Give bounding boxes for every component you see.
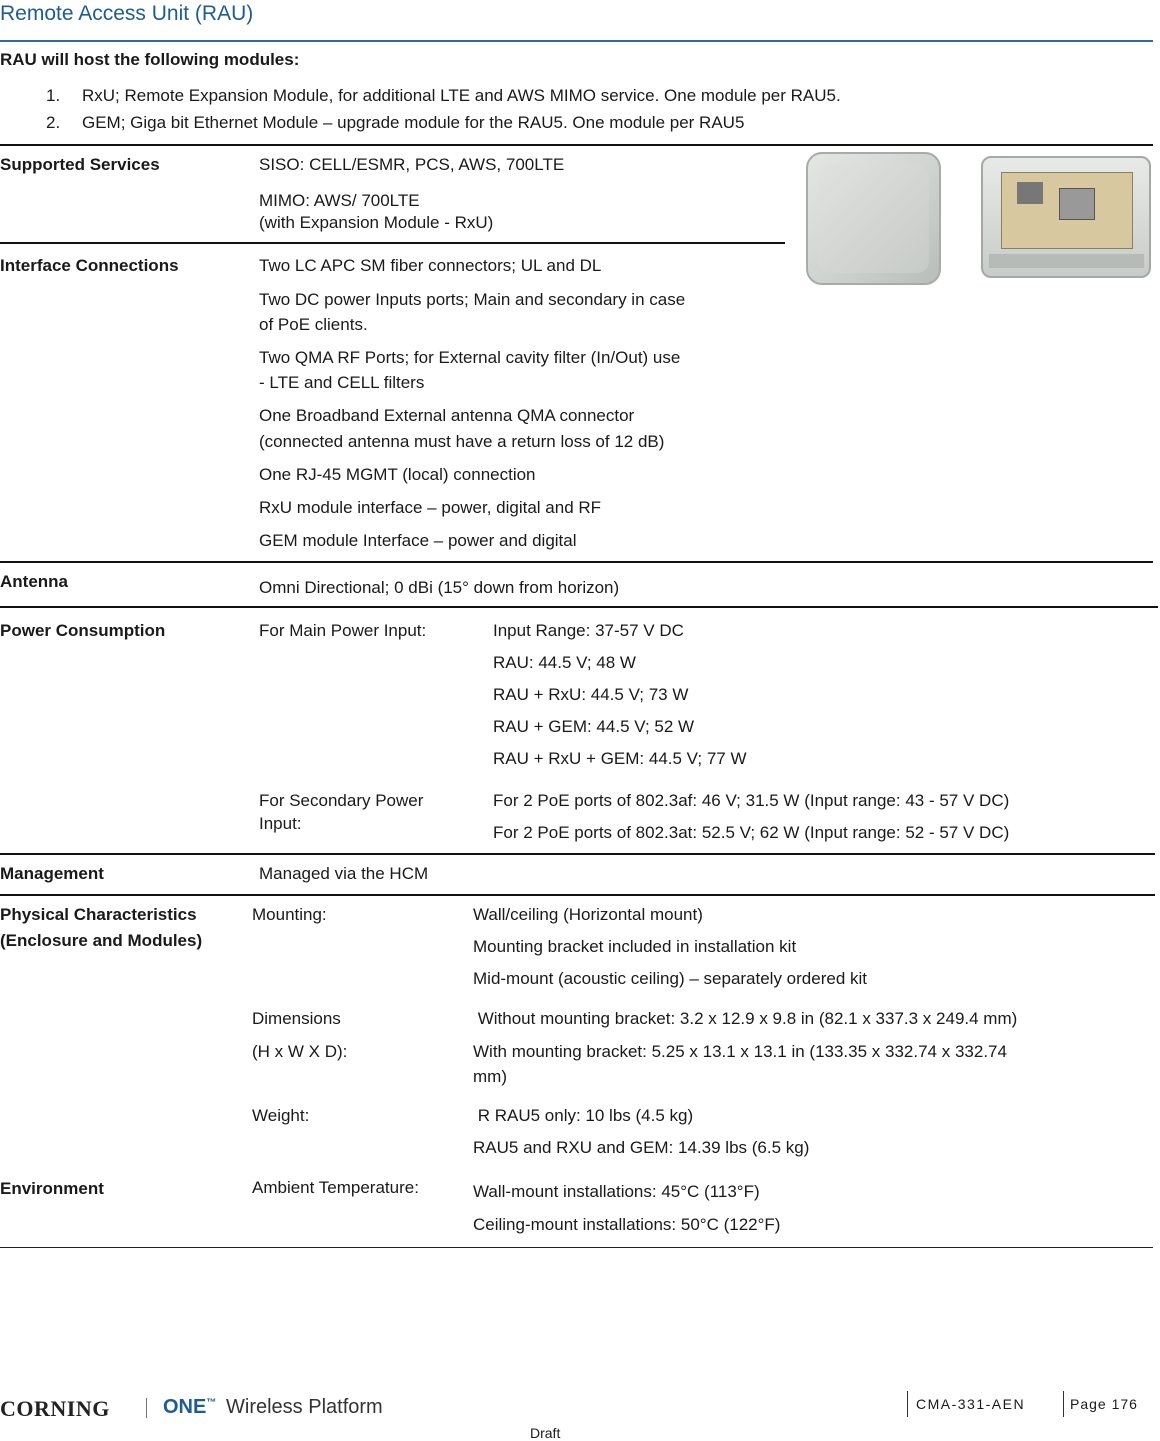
- interface-connections-label: Interface Connections: [0, 256, 179, 275]
- management-label: Management: [0, 864, 104, 883]
- interface-line: of PoE clients.: [259, 315, 368, 334]
- management-value: Managed via the HCM: [259, 864, 429, 883]
- supported-services-line: MIMO: AWS/ 700LTE: [259, 191, 420, 210]
- physical-label: (Enclosure and Modules): [0, 931, 203, 950]
- interface-line: Two QMA RF Ports; for External cavity filter (In/Out) use: [259, 348, 681, 367]
- interface-line: Two LC APC SM fiber connectors; UL and DL: [259, 256, 602, 275]
- secondary-power-label: For Secondary Power: [259, 791, 424, 810]
- physical-label: Physical Characteristics: [0, 905, 197, 924]
- ambient-temperature-label: Ambient Temperature:: [252, 1178, 419, 1197]
- supported-services-line: SISO: CELL/ESMR, PCS, AWS, 700LTE: [259, 155, 565, 174]
- power-consumption-label: Power Consumption: [0, 621, 166, 640]
- row-divider: [0, 561, 1153, 563]
- corning-logo: CORNING: [0, 1396, 110, 1421]
- dimensions-line: Without mounting bracket: 3.2 x 12.9 x 9.8 in (82.1 x 337.3 x 249.4 mm): [473, 1009, 1018, 1028]
- one-logo-text: ONE: [163, 1396, 207, 1418]
- one-logo: [163, 1396, 216, 1419]
- document-id: CMA-331-AEN: [907, 1391, 1025, 1417]
- table-bottom-rule: [0, 1247, 1153, 1248]
- dimensions-line: With mounting bracket: 5.25 x 13.1 x 13.1 in (133.35 x 332.74 x 332.74: [473, 1042, 1007, 1061]
- row-divider: [0, 242, 785, 244]
- temperature-line: Wall-mount installations: 45°C (113°F): [473, 1182, 760, 1201]
- supported-services-line: (with Expansion Module - RxU): [259, 213, 494, 232]
- interface-line: One RJ-45 MGMT (local) connection: [259, 465, 536, 484]
- main-power-line: RAU + RxU: 44.5 V; 73 W: [493, 685, 689, 704]
- mounting-line: Mid-mount (acoustic ceiling) – separately ordered kit: [473, 969, 868, 988]
- row-divider: [0, 606, 1158, 608]
- interface-line: One Broadband External antenna QMA connector: [259, 406, 635, 425]
- main-power-line: RAU: 44.5 V; 48 W: [493, 653, 636, 672]
- mounting-line: Wall/ceiling (Horizontal mount): [473, 905, 703, 924]
- wireless-platform-logo: Wireless Platform: [226, 1396, 383, 1418]
- supported-services-label: Supported Services: [0, 155, 160, 174]
- mounting-line: Mounting bracket included in installation kit: [473, 937, 797, 956]
- rau-enclosure-image: [806, 152, 941, 285]
- main-power-label: For Main Power Input:: [259, 621, 427, 640]
- title-rule: [0, 40, 1153, 42]
- interface-line: - LTE and CELL filters: [259, 373, 425, 392]
- weight-line: RAU5 and RXU and GEM: 14.39 lbs (6.5 kg): [473, 1138, 810, 1157]
- list-text: GEM; Giga bit Ethernet Module – upgrade module for the RAU5. One module per RAU5: [82, 113, 745, 132]
- row-divider: [0, 894, 1155, 896]
- list-item: [46, 86, 1046, 108]
- main-power-line: Input Range: 37-57 V DC: [493, 621, 684, 640]
- page-title: Remote Access Unit (RAU): [0, 2, 254, 25]
- secondary-power-line: For 2 PoE ports of 802.3at: 52.5 V; 62 W (Input range: 52 - 57 V DC): [493, 823, 1010, 842]
- list-item: [46, 113, 1046, 135]
- environment-label: Environment: [0, 1179, 104, 1198]
- weight-line: R RAU5 only: 10 lbs (4.5 kg): [473, 1106, 694, 1125]
- trademark-mark: ™: [206, 1397, 217, 1409]
- interface-line: RxU module interface – power, digital and RF: [259, 498, 602, 517]
- draft-label: Draft: [530, 1425, 561, 1441]
- interface-line: GEM module Interface – power and digital: [259, 531, 577, 550]
- dimensions-line: mm): [473, 1067, 507, 1086]
- row-divider: [0, 144, 1153, 146]
- mounting-label: Mounting:: [252, 905, 327, 924]
- secondary-power-label: Input:: [259, 814, 302, 833]
- logo-separator: [146, 1398, 147, 1418]
- interface-line: (connected antenna must have a return loss of 12 dB): [259, 432, 665, 451]
- list-number: 1.: [46, 86, 61, 105]
- page-number: Page 176: [1063, 1391, 1138, 1417]
- main-power-line: RAU + GEM: 44.5 V; 52 W: [493, 717, 695, 736]
- list-number: 2.: [46, 113, 61, 132]
- rau-open-image: [981, 156, 1151, 278]
- dimensions-label: (H x W X D):: [252, 1042, 348, 1061]
- dimensions-label: Dimensions: [252, 1009, 341, 1028]
- modules-heading: RAU will host the following modules:: [0, 50, 300, 69]
- antenna-label: Antenna: [0, 572, 68, 591]
- row-divider: [0, 853, 1155, 855]
- weight-label: Weight:: [252, 1106, 310, 1125]
- temperature-line: Ceiling-mount installations: 50°C (122°F): [473, 1215, 781, 1234]
- main-power-line: RAU + RxU + GEM: 44.5 V; 77 W: [493, 749, 747, 768]
- secondary-power-line: For 2 PoE ports of 802.3af: 46 V; 31.5 W (Input range: 43 - 57 V DC): [493, 791, 1010, 810]
- interface-line: Two DC power Inputs ports; Main and secondary in case: [259, 290, 686, 309]
- antenna-value: Omni Directional; 0 dBi (15° down from horizon): [259, 578, 620, 597]
- list-text: RxU; Remote Expansion Module, for additional LTE and AWS MIMO service. One module per RAU5.: [82, 86, 841, 105]
